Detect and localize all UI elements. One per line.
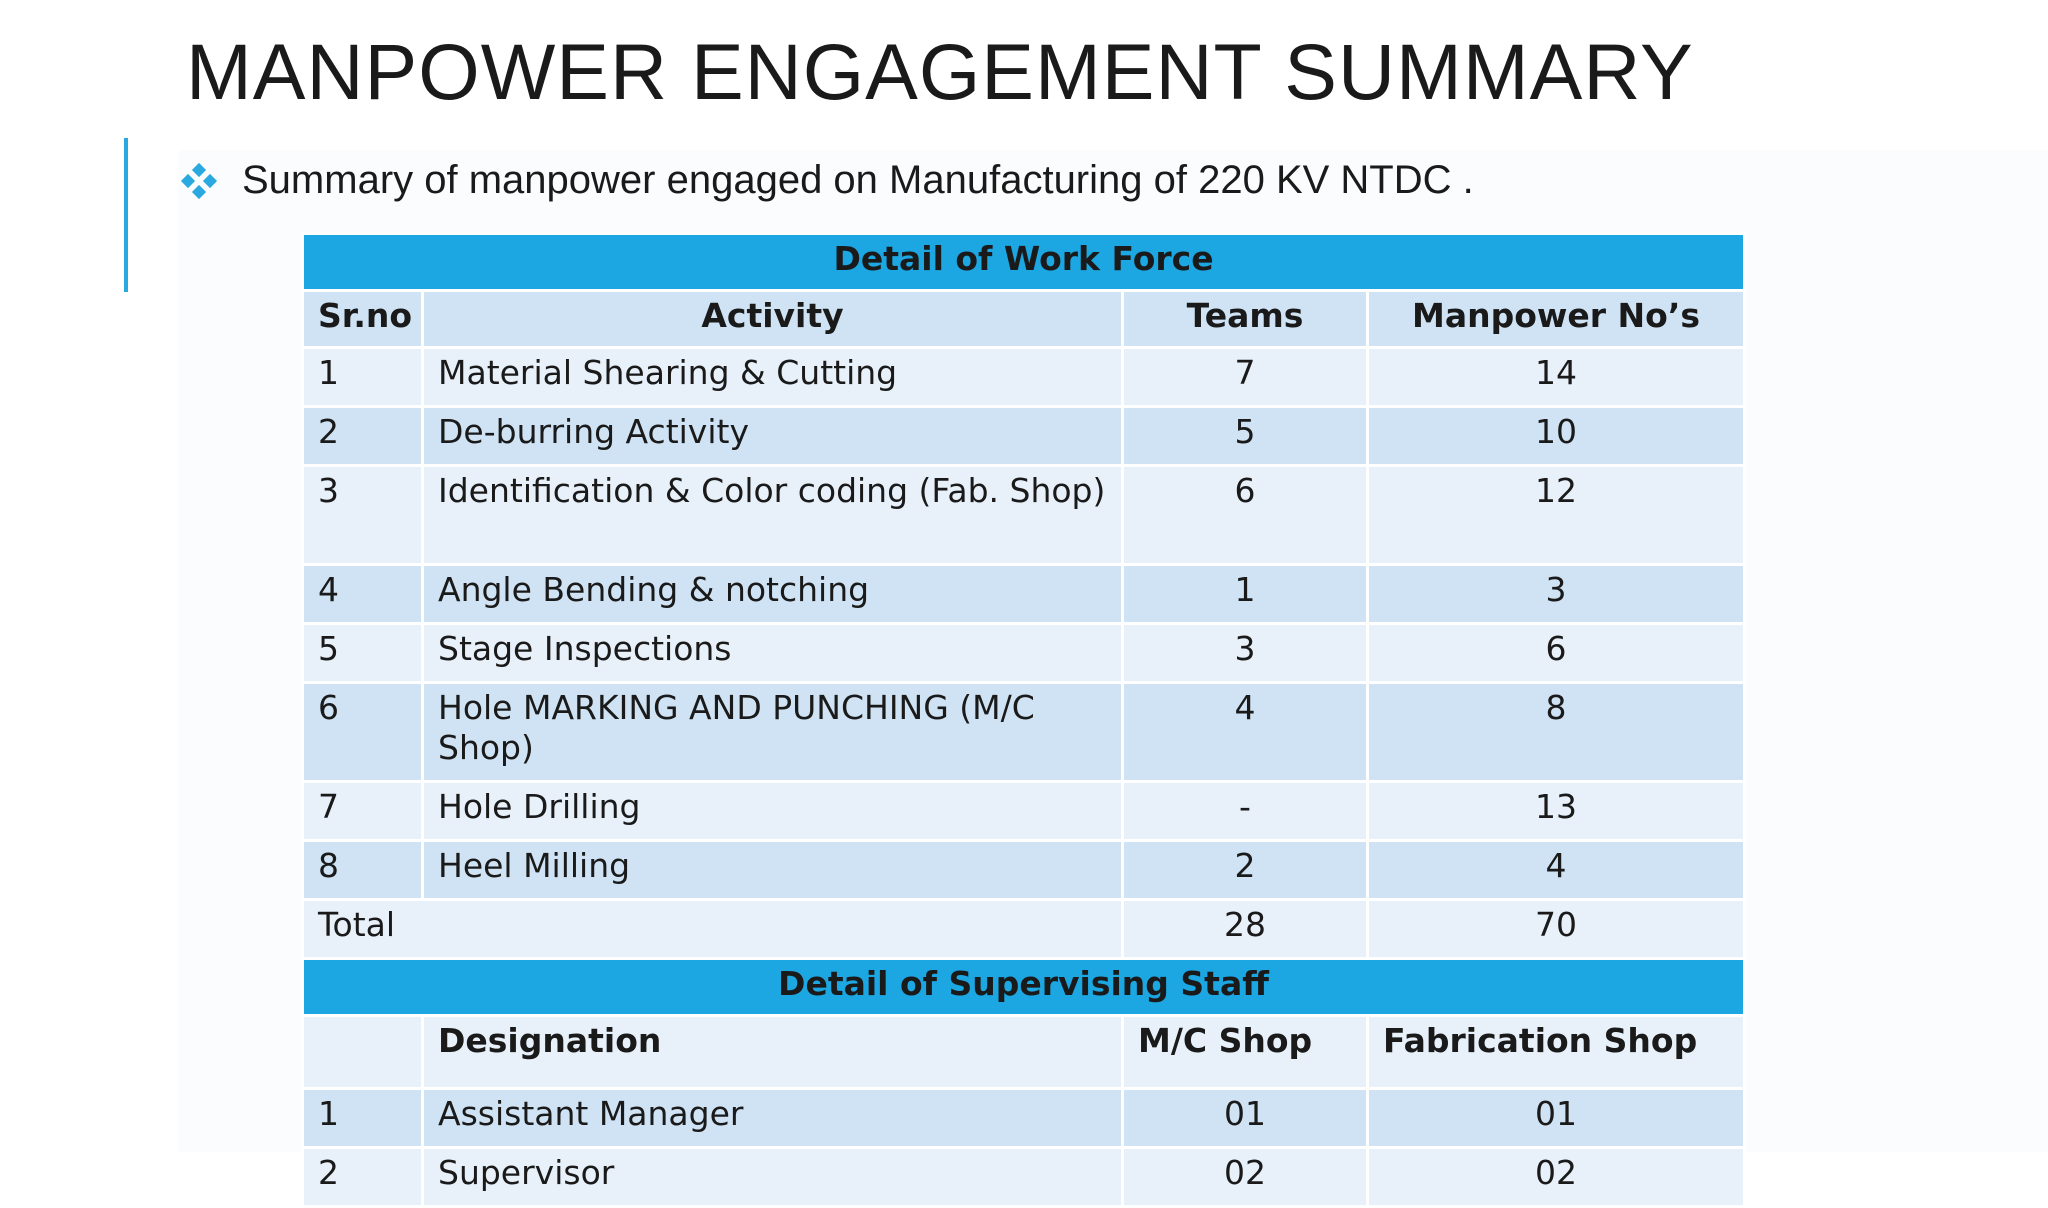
table-row (303, 683, 1745, 782)
cell-teams: 6 (1123, 466, 1368, 565)
bullet-text: Summary of manpower engaged on Manufacturing of 220 KV NTDC . (242, 158, 1474, 202)
header-activity: Activity (423, 291, 1123, 348)
cell-srno: 1 (303, 1089, 423, 1148)
cell-activity: De-burring Activity (423, 407, 1123, 466)
cell-designation: Assistant Manager (423, 1089, 1123, 1148)
cell-manpower: 8 (1368, 683, 1745, 782)
work-force-header-row (303, 291, 1745, 348)
supervising-title: Detail of Supervising Staff (303, 959, 1745, 1016)
cell-srno: 4 (303, 565, 423, 624)
cell-teams: 5 (1123, 407, 1368, 466)
bullet-item (182, 158, 1474, 203)
supervising-title-row (303, 959, 1745, 1016)
page-title: MANPOWER ENGAGEMENT SUMMARY (186, 27, 1694, 116)
table-row (303, 624, 1745, 683)
table-row (303, 407, 1745, 466)
header-teams: Teams (1123, 291, 1368, 348)
cell-srno: 5 (303, 624, 423, 683)
table-row (303, 782, 1745, 841)
header-mc-shop: M/C Shop (1123, 1016, 1368, 1089)
cell-teams: 1 (1123, 565, 1368, 624)
table-row (303, 841, 1745, 900)
total-teams: 28 (1123, 900, 1368, 959)
table-row (303, 1148, 1745, 1207)
cell-designation: Supervisor (423, 1148, 1123, 1207)
cell-teams: 7 (1123, 348, 1368, 407)
total-manpower: 70 (1368, 900, 1745, 959)
header-srno: Sr.no (303, 291, 423, 348)
cell-srno: 8 (303, 841, 423, 900)
header-manpower: Manpower No’s (1368, 291, 1745, 348)
cell-teams: 2 (1123, 841, 1368, 900)
cell-activity: Angle Bending & notching (423, 565, 1123, 624)
table-row (303, 1089, 1745, 1148)
header-fabrication-shop: Fabrication Shop (1368, 1016, 1745, 1089)
cell-activity: Heel Milling (423, 841, 1123, 900)
diamond-cluster-icon (182, 164, 216, 198)
cell-fabrication-shop: 01 (1368, 1089, 1745, 1148)
cell-manpower: 6 (1368, 624, 1745, 683)
cell-activity: Stage Inspections (423, 624, 1123, 683)
cell-activity: Hole MARKING AND PUNCHING (M/C Shop) (423, 683, 1123, 782)
cell-mc-shop: 02 (1123, 1148, 1368, 1207)
cell-activity: Identification & Color coding (Fab. Shop) (423, 466, 1123, 565)
accent-bar (124, 138, 128, 292)
supervising-header-row (303, 1016, 1745, 1089)
total-label: Total (303, 900, 1123, 959)
header-designation: Designation (423, 1016, 1123, 1089)
cell-manpower: 3 (1368, 565, 1745, 624)
table-row (303, 466, 1745, 565)
cell-srno: 2 (303, 407, 423, 466)
cell-manpower: 13 (1368, 782, 1745, 841)
cell-fabrication-shop: 02 (1368, 1148, 1745, 1207)
cell-manpower: 12 (1368, 466, 1745, 565)
work-force-title: Detail of Work Force (303, 234, 1745, 291)
cell-manpower: 10 (1368, 407, 1745, 466)
table-row (303, 565, 1745, 624)
cell-activity: Hole Drilling (423, 782, 1123, 841)
cell-teams: 4 (1123, 683, 1368, 782)
cell-teams: - (1123, 782, 1368, 841)
cell-srno: 6 (303, 683, 423, 782)
cell-srno: 1 (303, 348, 423, 407)
cell-srno: 7 (303, 782, 423, 841)
cell-activity: Material Shearing & Cutting (423, 348, 1123, 407)
table-row (303, 348, 1745, 407)
manpower-table (301, 232, 1746, 1208)
cell-srno: 2 (303, 1148, 423, 1207)
header-srno (303, 1016, 423, 1089)
cell-manpower: 4 (1368, 841, 1745, 900)
work-force-title-row (303, 234, 1745, 291)
cell-srno: 3 (303, 466, 423, 565)
cell-manpower: 14 (1368, 348, 1745, 407)
cell-teams: 3 (1123, 624, 1368, 683)
cell-mc-shop: 01 (1123, 1089, 1368, 1148)
total-row (303, 900, 1745, 959)
